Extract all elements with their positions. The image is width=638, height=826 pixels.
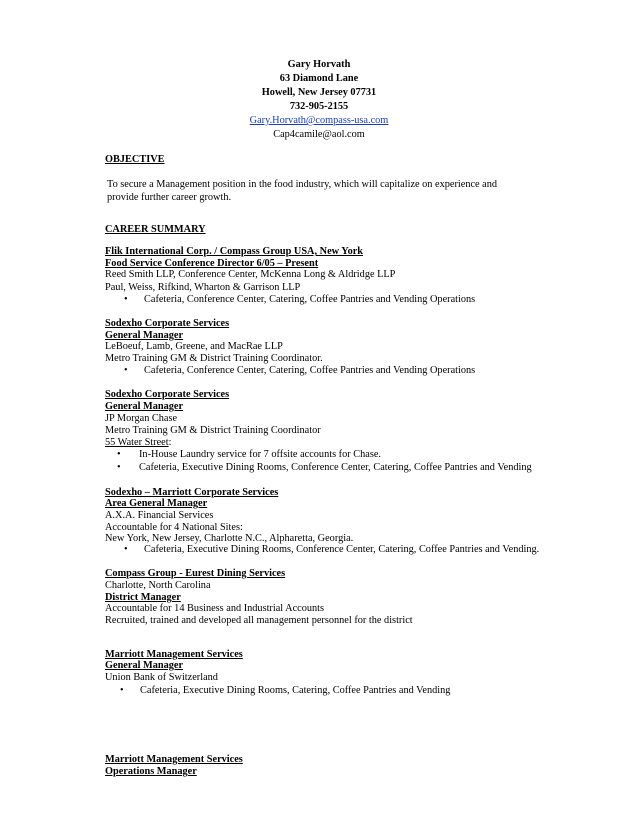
bullet-icon: •: [124, 544, 128, 555]
location-suffix: :: [168, 437, 172, 448]
location-link[interactable]: 55 Water Street: [105, 437, 169, 448]
job-title: Food Service Conference Director 6/05 – Present: [105, 258, 319, 269]
job-detail-line: New York, New Jersey, Charlotte N.C., Alpharetta, Georgia.: [105, 533, 354, 544]
list-item-text: Cafeteria, Executive Dining Rooms, Conference Center, Catering, Coffee Pantries and Vending: [139, 462, 532, 473]
email-personal: Cap4camile@aol.com: [273, 129, 365, 140]
job-detail-line: JP Morgan Chase: [105, 413, 178, 424]
phone-number: 732-905-2155: [289, 101, 349, 112]
objective-heading: OBJECTIVE: [105, 154, 165, 165]
job-detail-line: Recruited, trained and developed all management personnel for the district: [105, 615, 413, 626]
job-company: Sodexho Corporate Services: [105, 389, 230, 400]
bullet-icon: •: [117, 449, 121, 460]
job-title: General Manager: [105, 330, 184, 341]
job-detail-line: Union Bank of Switzerland: [105, 672, 218, 683]
job-detail-line: Reed Smith LLP, Conference Center, McKenna Long & Aldridge LLP: [105, 269, 396, 280]
bullet-icon: •: [117, 462, 121, 473]
job-title: General Manager: [105, 660, 184, 671]
job-title: General Manager: [105, 401, 184, 412]
address-line-2: Howell, New Jersey 07731: [261, 87, 377, 98]
job-company: Sodexho – Marriott Corporate Services: [105, 487, 279, 498]
job-detail-line: Metro Training GM & District Training Coordinator.: [105, 353, 323, 364]
job-detail-line: A.X.A. Financial Services: [105, 510, 214, 521]
contact-header: [0, 58, 638, 142]
job-location: Charlotte, North Carolina: [105, 580, 211, 591]
bullet-icon: •: [124, 365, 128, 376]
job-detail-line: Accountable for 14 Business and Industrial Accounts: [105, 603, 325, 614]
objective-text-line-1: To secure a Management position in the food industry, which will capitalize on experience and: [107, 179, 498, 190]
job-company: Marriott Management Services: [105, 754, 243, 765]
job-detail-line: LeBoeuf, Lamb, Greene, and MacRae LLP: [105, 341, 283, 352]
job-detail-line: Paul, Weiss, Rifkind, Wharton & Garrison LLP: [105, 282, 301, 293]
email-link-work[interactable]: Gary.Horvath@compass-usa.com: [249, 115, 389, 126]
job-title: District Manager: [105, 592, 181, 603]
list-item-text: Cafeteria, Executive Dining Rooms, Catering, Coffee Pantries and Vending: [140, 685, 451, 696]
list-item-text: Cafeteria, Conference Center, Catering, Coffee Pantries and Vending Operations: [144, 294, 476, 305]
address-line-1: 63 Diamond Lane: [279, 73, 359, 84]
job-company: Sodexho Corporate Services: [105, 318, 230, 329]
job-company: Compass Group - Eurest Dining Services: [105, 568, 286, 579]
list-item-text: In-House Laundry service for 7 offsite accounts for Chase.: [139, 449, 381, 460]
objective-text-line-2: provide further career growth.: [107, 192, 232, 203]
bullet-icon: •: [124, 294, 128, 305]
applicant-name: Gary Horvath: [287, 59, 351, 70]
job-company: Flik International Corp. / Compass Group USA, New York: [105, 246, 364, 257]
job-company: Marriott Management Services: [105, 649, 243, 660]
bullet-icon: •: [120, 685, 124, 696]
job-title: Area General Manager: [105, 498, 208, 509]
job-detail-line: Accountable for 4 National Sites:: [105, 522, 243, 533]
list-item-text: Cafeteria, Conference Center, Catering, Coffee Pantries and Vending Operations: [144, 365, 476, 376]
career-summary-heading: CAREER SUMMARY: [105, 224, 206, 235]
job-detail-line: Metro Training GM & District Training Coordinator: [105, 425, 321, 436]
list-item-text: Cafeteria, Executive Dining Rooms, Conference Center, Catering, Coffee Pantries and Vending.: [144, 544, 540, 555]
job-title: Operations Manager: [105, 766, 197, 777]
